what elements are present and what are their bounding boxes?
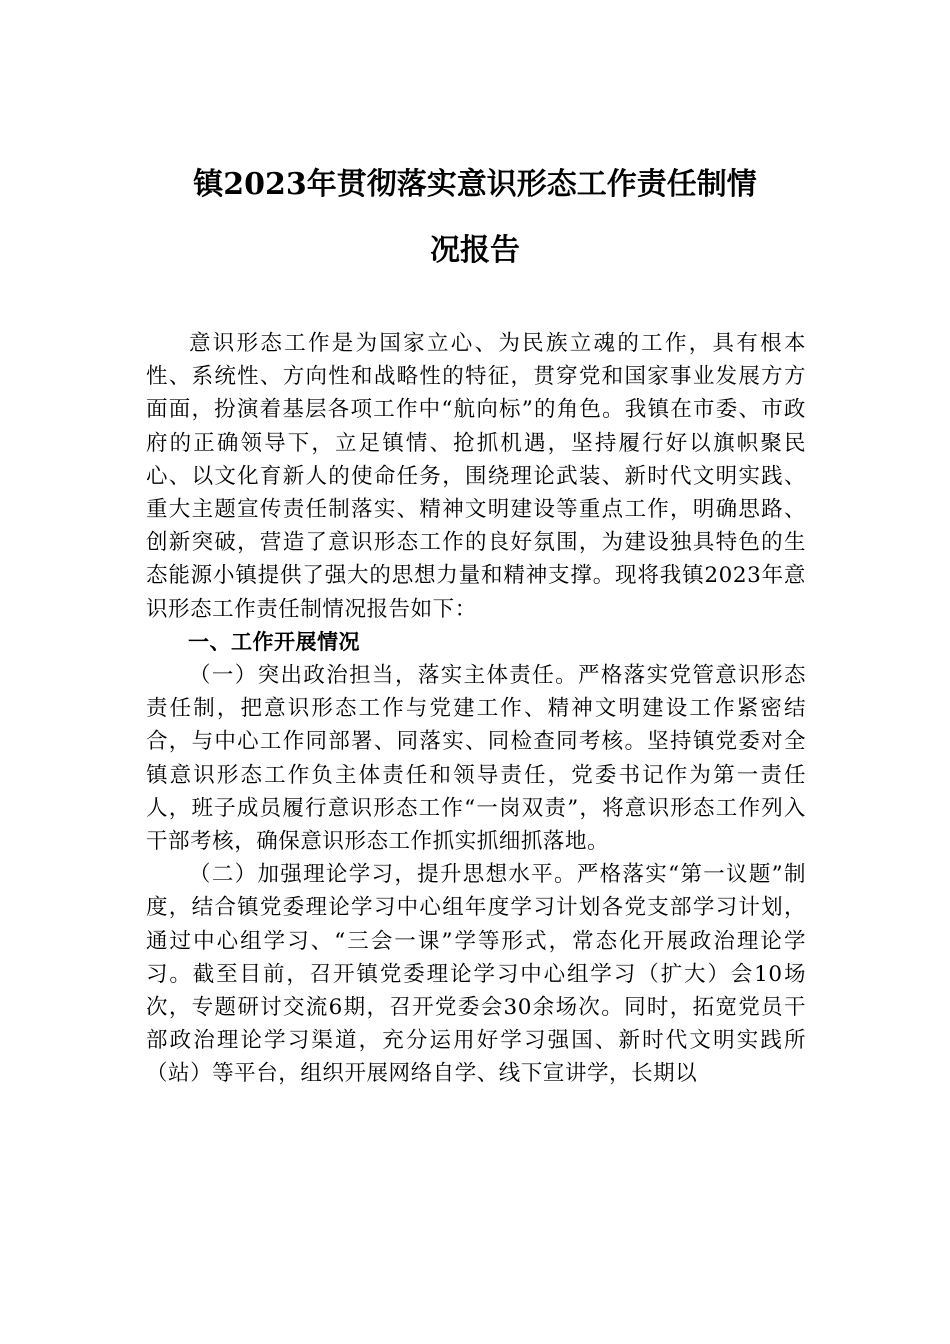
intro-paragraph: 意识形态工作是为国家立心、为民族立魂的工作，具有根本性、系统性、方向性和战略性的特征，贯穿党和国家事业发展方方面面，扮演着基层各项工作中“航向标”的角色。我镇在市委、市政府的正确领导下，立足镇情、抢抓机遇，坚持履行好以旗帜聚民心、以文化育新人的使命任务，围绕理论武装、新时代文明实践、重大主题宣传责任制落实、精神文明建设等重点工作，明确思路、创新突破，营造了意识形态工作的良好氛围，为建设独具特色的生态能源小镇提供了强大的思想力量和精神支撑。现将我镇2023年意识形态工作责任制情况报告如下：	[146, 331, 806, 622]
item-paragraph-political-responsibility: （一）突出政治担当，落实主体责任。严格落实党管意识形态责任制，把意识形态工作与党建工作、精神文明建设工作紧密结合，与中心工作同部署、同落实、同检查同考核。坚持镇党委对全镇意识形态工作负主体责任和领导责任，党委书记作为第一责任人，班子成员履行意识形态工作“一岗双责”，将意识形态工作列入干部考核，确保意识形态工作抓实抓细抓落地。	[146, 663, 806, 855]
section-heading-work-progress: 一、工作开展情况	[188, 629, 360, 654]
item-paragraph-theory-study: （二）加强理论学习，提升思想水平。严格落实“第一议题”制度，结合镇党委理论学习中心组年度学习计划各党支部学习计划，通过中心组学习、“三会一课”学等形式，常态化开展政治理论学习。截至目前，召开镇党委理论学习中心组学习（扩大）会10场次，专题研讨交流6期，召开党委会30余场次。同时，拓宽党员干部政治理论学习渠道，充分运用好学习强国、新时代文明实践所（站）等平台，组织开展网络自学、线下宣讲学，长期以	[146, 862, 806, 1087]
document-title-line-2: 况报告	[430, 233, 520, 268]
document-body	[146, 327, 806, 1091]
document-title-line-1: 镇2023年贯彻落实意识形态工作责任制情	[193, 167, 757, 202]
